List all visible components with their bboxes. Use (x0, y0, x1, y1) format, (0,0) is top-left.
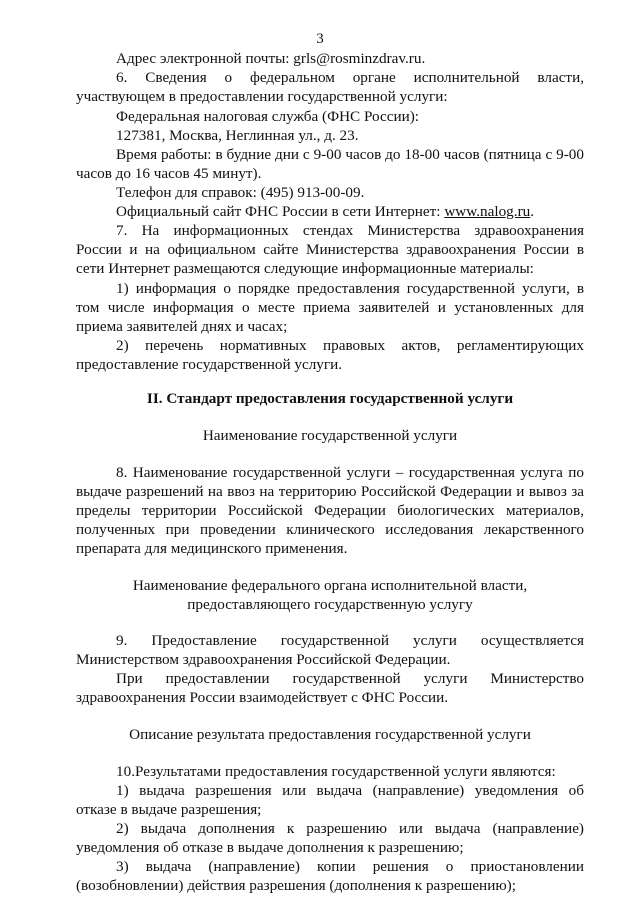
text-span: . (530, 203, 535, 220)
text-line: (возобновлении) действия разрешения (дополнения к разрешению); (76, 877, 516, 894)
subsection-title: Описание результата предоставления государственной услуги (129, 726, 531, 743)
text-line: Министерством здравоохранения Российской Федерации. (76, 651, 451, 668)
text-line: часов до 16 часов 45 минут). (76, 165, 262, 182)
text-line: препарата для медицинского применения. (76, 540, 348, 557)
page-number: 3 (316, 31, 324, 47)
text-line: Федеральная налоговая служба (ФНС России): (116, 108, 420, 125)
text-line: 2) выдача дополнения к разрешению или выдача (направление) (116, 820, 584, 837)
text-line: 7. На информационных стендах Министерства здравоохранения (116, 222, 584, 239)
text-line: пределы территории Российской Федерации биологических материалов, (76, 502, 584, 519)
website-link[interactable]: www.nalog.ru (444, 203, 531, 220)
text-span: Официальный сайт ФНС России в сети Интернет: (116, 203, 445, 220)
text-line: выдаче разрешений на ввоз на территорию Российской Федерации и вывоз за (76, 483, 584, 500)
text-line: При предоставлении государственной услуги Министерство (116, 670, 584, 687)
subsection-title: Наименование федерального органа исполнительной власти, (132, 577, 528, 594)
subsection-title: предоставляющего государственную услугу (187, 596, 473, 613)
text-line: участвующем в предоставлении государственной услуги: (76, 88, 448, 105)
text-line: полученных при проведении клинического исследования лекарственного (76, 521, 584, 538)
text-line: отказе в выдаче разрешения; (76, 801, 262, 818)
text-line: Время работы: в будние дни с 9-00 часов до 18-00 часов (пятница с 9-00 (116, 146, 584, 163)
text-line: предоставление государственной услуги. (76, 356, 343, 373)
text-line: том числе информация о месте приема заявителей и установленных для (76, 299, 584, 316)
text-line: 127381, Москва, Неглинная ул., д. 23. (116, 127, 359, 144)
text-line: Адрес электронной почты: grls@rosminzdrav.ru. (116, 50, 426, 67)
text-line: 8. Наименование государственной услуги – государственная услуга по (116, 464, 584, 481)
text-line: уведомления об отказе в выдаче дополнения к разрешению; (76, 839, 464, 856)
text-line: приема заявителей днях и часах; (76, 318, 288, 335)
text-line: 10.Результатами предоставления государственной услуги являются: (116, 763, 556, 780)
text-line: 1) выдача разрешения или выдача (направление) уведомления об (116, 782, 584, 799)
text-line: 3) выдача (направление) копии решения о приостановлении (116, 858, 584, 875)
text-line: 9. Предоставление государственной услуги осуществляется (116, 632, 584, 649)
text-line: здравоохранения России взаимодействует с ФНС России. (76, 689, 449, 706)
text-line: 1) информация о порядке предоставления государственной услуги, в (116, 280, 584, 297)
section-heading: II. Стандарт предоставления государственной услуги (146, 390, 514, 407)
text-line: Телефон для справок: (495) 913-00-09. (116, 184, 365, 201)
text-line: России и на официальном сайте Министерства здравоохранения России в (76, 241, 584, 258)
text-line: 2) перечень нормативных правовых актов, регламентирующих (116, 337, 584, 354)
text-line (116, 202, 584, 221)
text-line: сети Интернет размещаются следующие информационные материалы: (76, 260, 534, 277)
subsection-title: Наименование государственной услуги (202, 427, 458, 444)
text-line: 6. Сведения о федеральном органе исполнительной власти, (116, 69, 584, 86)
